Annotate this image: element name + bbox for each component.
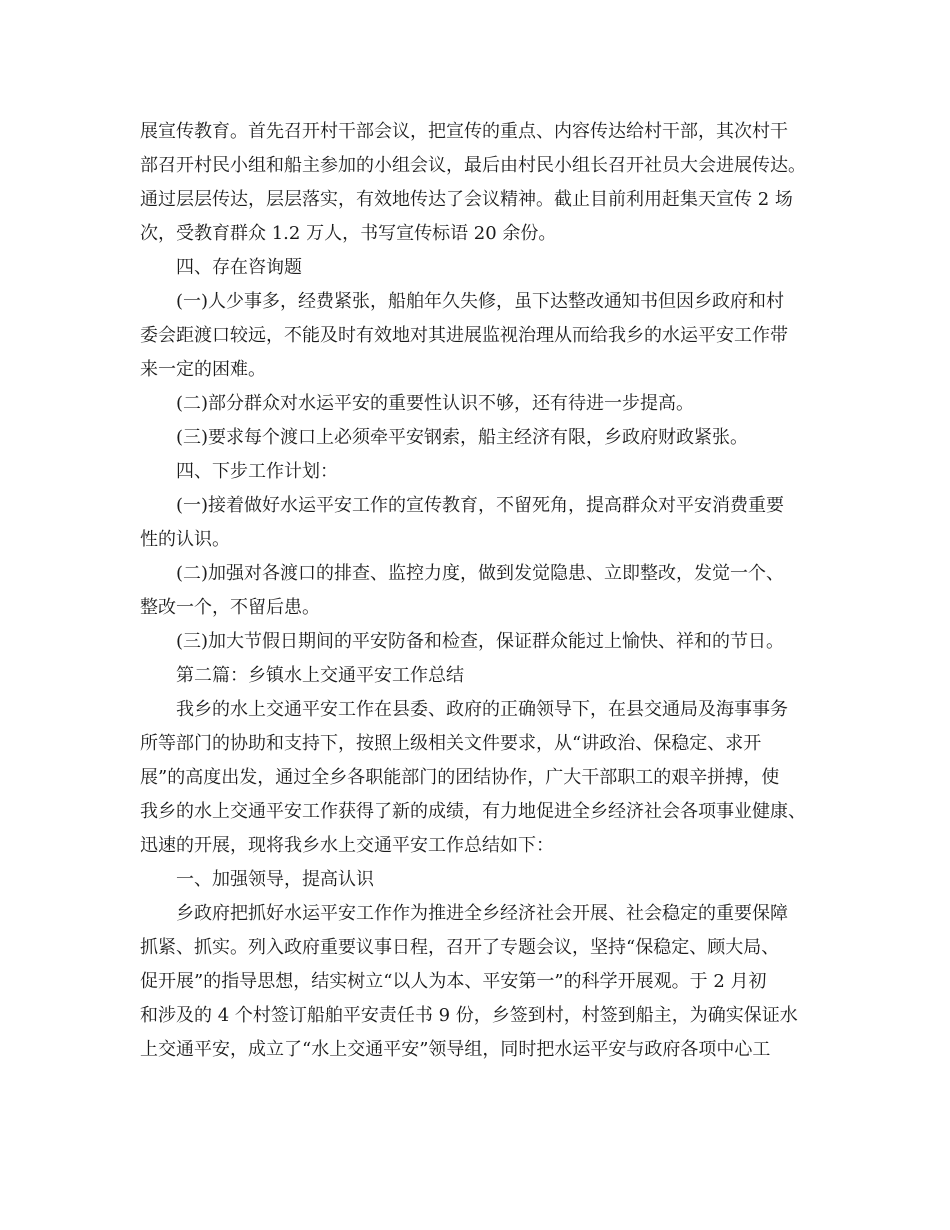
text-line: 我乡的水上交通平安工作在县委、政府的正确领导下，在县交通局及海事事务 bbox=[176, 699, 788, 720]
text-line: 展”的高度出发，通过全乡各职能部门的团结协作，广大干部职工的艰辛拼搏，使 bbox=[140, 767, 780, 788]
text-line: 部召开村民小组和船主参加的小组会议，最后由村民小组长召开社员大会进展传达。 bbox=[140, 155, 806, 176]
document-body bbox=[140, 115, 820, 1067]
text-line: 促开展”的指导思想，结实树立“以人为本、平安第一”的科学开展观。于 2 月初 bbox=[140, 971, 767, 992]
text-line: (二)加强对各渡口的排查、监控力度，做到发觉隐患、立即整改，发觉一个、 bbox=[176, 563, 785, 584]
section-heading: 四、下步工作计划： bbox=[176, 461, 338, 482]
text-line: 所等部门的协助和支持下，按照上级相关文件要求，从“讲政治、保稳定、求开 bbox=[140, 733, 762, 754]
text-line: 通过层层传达，层层落实，有效地传达了会议精神。截止目前利用赶集天宣传 2 场 bbox=[140, 189, 793, 210]
text-line: 展宣传教育。首先召开村干部会议，把宣传的重点、内容传达给村干部，其次村干 bbox=[140, 121, 788, 142]
text-line: 迅速的开展，现将我乡水上交通平安工作总结如下： bbox=[140, 835, 554, 856]
text-line: 乡政府把抓好水运平安工作作为推进全乡经济社会开展、社会稳定的重要保障 bbox=[176, 903, 788, 924]
text-line: 我乡的水上交通平安工作获得了新的成绩，有力地促进全乡经济社会各项事业健康、 bbox=[140, 801, 806, 822]
text-line: 抓紧、抓实。列入政府重要议事日程，召开了专题会议，坚持“保稳定、顾大局、 bbox=[140, 937, 780, 958]
text-line: 来一定的困难。 bbox=[140, 359, 266, 380]
chapter-heading: 第二篇：乡镇水上交通平安工作总结 bbox=[176, 665, 464, 686]
text-line: (一)接着做好水运平安工作的宣传教育，不留死角，提高群众对平安消费重要 bbox=[176, 495, 785, 516]
section-heading: 一、加强领导，提高认识 bbox=[176, 869, 374, 890]
text-line: 性的认识。 bbox=[140, 529, 230, 550]
text-line: 和涉及的 4 个村签订船舶平安责任书 9 份，乡签到村，村签到船主，为确实保证水 bbox=[140, 1005, 798, 1026]
text-line: 委会距渡口较远，不能及时有效地对其进展监视治理从而给我乡的水运平安工作带 bbox=[140, 325, 788, 346]
text-line: (一)人少事多，经费紧张，船舶年久失修，虽下达整改通知书但因乡政府和村 bbox=[176, 291, 785, 312]
text-line: (三)要求每个渡口上必须牵平安钢索，船主经济有限，乡政府财政紧张。 bbox=[176, 427, 749, 448]
text-line: 上交通平安，成立了“水上交通平安”领导组，同时把水运平安与政府各项中心工 bbox=[140, 1039, 771, 1060]
text-line: 次，受教育群众 1.2 万人，书写宣传标语 20 余份。 bbox=[140, 223, 557, 244]
text-line: 整改一个，不留后患。 bbox=[140, 597, 320, 618]
section-heading: 四、存在咨询题 bbox=[176, 257, 302, 278]
text-line: (三)加大节假日期间的平安防备和检查，保证群众能过上愉快、祥和的节日。 bbox=[176, 631, 785, 652]
text-line: (二)部分群众对水运平安的重要性认识不够，还有待进一步提高。 bbox=[176, 393, 695, 414]
